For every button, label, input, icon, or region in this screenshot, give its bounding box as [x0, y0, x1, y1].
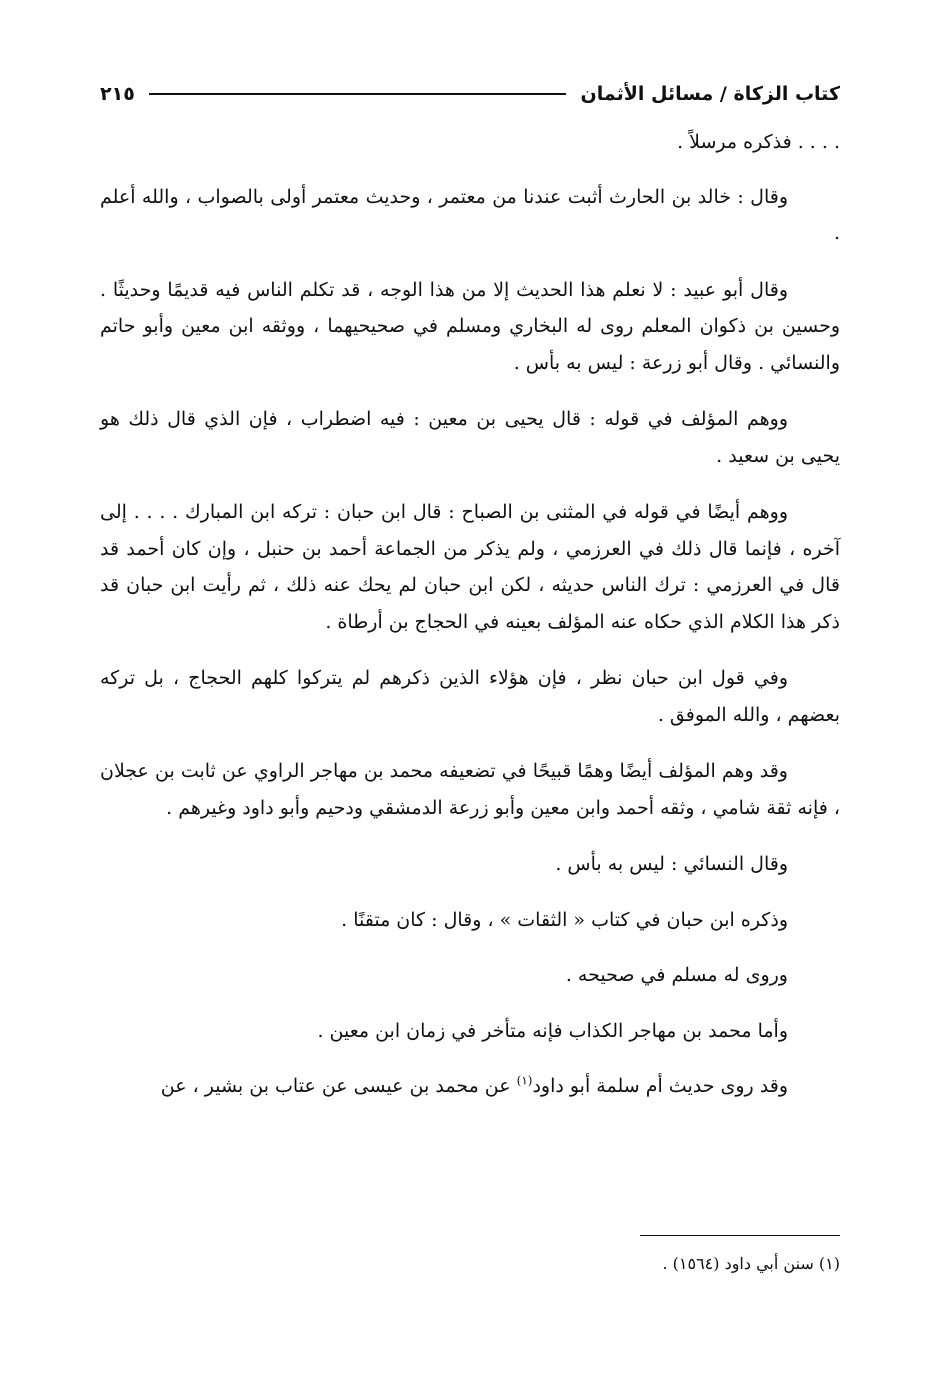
paragraph-7: وقد وهم المؤلف أيضًا وهمًا قبيحًا في تضعيفه محمد بن مهاجر الراوي عن ثابت بن عجلان ، فإنه ثقة شامي ، وثقه أحمد وابن معين وأبو زرعة الدمشقي ودحيم وأبو داود وغيرهم .: [100, 760, 840, 819]
paragraph-12-start: وقد روى حديث أم سلمة أبو داود: [532, 1075, 788, 1097]
paragraph-12-end: عن محمد بن عيسى عن عتاب بن بشير ، عن: [160, 1075, 517, 1097]
paragraph-10: وروى له مسلم في صحيحه .: [565, 964, 788, 986]
page-header: [100, 76, 840, 112]
page-number: ٢١٥: [100, 83, 135, 105]
paragraph-11: وأما محمد بن مهاجر الكذاب فإنه متأخر في زمان ابن معين .: [317, 1019, 788, 1042]
paragraph-12: [100, 1068, 840, 1105]
paragraph-3: وقال أبو عبيد : لا نعلم هذا الحديث إلا من هذا الوجه ، قد تكلم الناس فيه قديمًا وحديثًا . وحسين بن ذكوان المعلم روى له البخاري ومسلم في صحيحيهما ، ووثقه ابن معين وأبو حاتم والنسائي . وقال أبو زرعة : ليس به بأس .: [100, 278, 840, 374]
running-title: كتاب الزكاة / مسائل الأثمان: [580, 83, 840, 105]
paragraph-6: وفي قول ابن حبان نظر ، فإن هؤلاء الذين ذكرهم لم يتركوا كلهم الحجاج ، بل تركه بعضهم ، والله الموفق .: [100, 667, 840, 726]
paragraph-5: ووهم أيضًا في قوله في المثنى بن الصباح : قال ابن حبان : تركه ابن المبارك . . . . إلى آخره ، فإنما قال ذلك في العرزمي ، ولم يذكر من الجماعة أحمد بن حنبل ، وإن كان أحمد قد قال في العرزمي : ترك الناس حديثه ، لكن ابن حبان لم يحك عنه ذلك ، ثم رأيت ابن حبان قد ذكر هذا الكلام الذي حكاه عنه المؤلف بعينه في الحجاج بن أرطاة .: [100, 501, 840, 633]
paragraph-1: . . . . فذكره مرسلاً .: [677, 131, 840, 153]
footnote: (١) سنن أبي داود (١٥٦٤) .: [662, 1254, 840, 1273]
header-rule: [149, 93, 567, 95]
paragraph-8: وقال النسائي : ليس به بأس .: [555, 853, 788, 875]
body-text: [100, 124, 840, 1105]
paragraph-2: وقال : خالد بن الحارث أثبت عندنا من معتمر ، وحديث معتمر أولى بالصواب ، والله أعلم .: [100, 185, 840, 244]
paragraph-4: ووهم المؤلف في قوله : قال يحيى بن معين : فيه اضطراب ، فإن الذي قال ذلك هو يحيى بن سعيد .: [100, 408, 840, 467]
footnote-rule: [640, 1235, 840, 1236]
paragraph-9: وذكره ابن حبان في كتاب « الثقات » ، وقال : كان متقنًا .: [341, 908, 788, 931]
footnote-ref[interactable]: (١): [516, 1073, 533, 1088]
